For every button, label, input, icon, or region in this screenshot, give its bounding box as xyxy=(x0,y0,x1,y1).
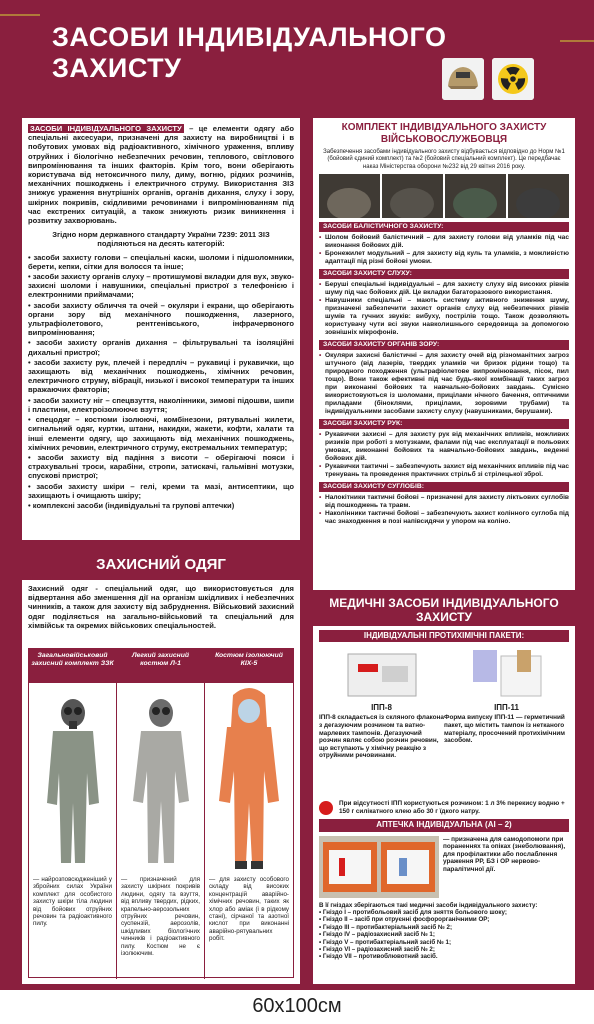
kit-title: КОМПЛЕКТ ІНДИВІДУАЛЬНОГО ЗАХИСТУ ВІЙСЬКОВОСЛУЖБОВЦЯ xyxy=(341,122,547,145)
decor-stripe xyxy=(560,40,594,42)
suits-table xyxy=(28,648,294,978)
intro-highlight: ЗАСОБИ ІНДИВІДУАЛЬНОГО ЗАХИСТУ xyxy=(30,124,182,133)
kit-section xyxy=(319,222,569,266)
list-item: • Гніздо VII – противоблювотний засіб. xyxy=(319,953,438,961)
ipp-alternative-text: При відсутності ІПП користуються розчином: 1 л 3% перекису водню + 150 г силікатного клею або 30 г їдкого натру. xyxy=(339,800,565,815)
helmet-photo xyxy=(508,174,569,218)
suit-caption: — для захисту особового складу від високих концентрацій аварійно-хімічних речовин, таких як хлор або аміак (і в рідкому стані), сірчаної та азотної кислот при виконанні аварійно-рятувальних робіт. xyxy=(209,876,289,943)
clothing-title: ЗАХИСНИЙ ОДЯГ xyxy=(22,552,300,578)
kit-subtitle: Забезпечення засобами індивідуального захисту відбувається відповідно до Норм №1 (бойовий єдиний комплект) та №2 (бойовий спеціальний комплект). Це передбачає наказ Міністерства оборони №232 від 29 квітня 2016 року. xyxy=(323,149,565,170)
suit-l1-image xyxy=(117,683,204,873)
kit-item: • Рукавички тактичні – забезпечують захист від механічних впливів під час тренувань та проведення практичних стрільб зі стрілецької зброї. xyxy=(319,463,569,479)
intro-paragraph xyxy=(28,124,294,225)
ipp-row xyxy=(319,646,569,796)
ipp11-text: Форма випуску ІПП-11 — герметичний пакет, що містить тампон із нетканого матеріалу, просочений протихімічним засобом. xyxy=(444,714,565,745)
kit-panel xyxy=(313,118,575,590)
list-item: • Гніздо V – протибактеріальний засіб № 1; xyxy=(319,938,452,946)
helmet-photo xyxy=(445,174,506,218)
kit-section-title: ЗАСОБИ ЗАХИСТУ ОРГАНІВ ЗОРУ: xyxy=(319,340,569,350)
kit-section xyxy=(319,269,569,337)
kit-section-title: ЗАСОБИ ЗАХИСТУ СЛУХУ: xyxy=(319,269,569,279)
suit-column xyxy=(205,649,293,979)
list-item: • Гніздо III – протибактеріальний засіб № 2; xyxy=(319,923,453,931)
suit-column xyxy=(29,649,117,979)
list-item: • засоби захисту органів дихання – фільтрувальні та ізоляційні дихальні пристрої; xyxy=(28,338,294,357)
list-item: • засоби захисту голови – спеціальні каски, шоломи і підшоломники, берети, кепки, сітки для волосся та інше; xyxy=(28,252,294,271)
nest-list xyxy=(319,902,569,961)
intro-text: – це елементи одягу або спеціальні аксесуари, призначені для захисту на виробництві і в побутових умовах від радіоактивного, хімічного ураження, впливу отруйних і біологічно небезпечних речовин, теплового, світлового випромінювання та інших факторів. Крім того, вони оберігають користувача від нетоксичного пилу, диму, вогню, рідких розчинів, механічних пошкоджень і електричного струму. Використання ЗІЗ знижує ураження внутрішніх органів, органів дихання, слуху і зору, шкірних покривів, скідливими речовинами і випромінюванням під час екстрених ситуацій, а також знижують ризик виникнення і розвитку захворювань. xyxy=(28,124,294,226)
list-item: • засоби захисту органів слуху – протишумові вкладки для вух, звуко-захисні шоломи і навушники, спеціальні пристрої з телефонією і електронними приймачами; xyxy=(28,272,294,300)
list-item: • комплексні засоби (індивідуальні та групові аптечки) xyxy=(28,500,235,510)
helmet-icon xyxy=(442,58,484,100)
ipp11-image xyxy=(467,646,547,702)
kit-section xyxy=(319,419,569,479)
clothing-description: Захисний одяг - спеціальний одяг, що використовується для відвертання або зменшення дії на організм шкідливих і небезпечних чинників, а також для захисту від забруднення. Військовий захисний одяг поділяється на загально-військовий та спеціальний для хімвійськ та окремих військових спеціальностей. xyxy=(28,584,294,630)
medical-panel xyxy=(313,626,575,984)
list-item: • засоби захисту від падіння з висоти – оберігаючі пояси і страхувальні троси, карабіни, стропи, затискачі, гальмівні мотузки, спускові пристрої; xyxy=(28,452,294,481)
kit-photos xyxy=(319,174,569,218)
kit-item: • Рукавички захисні – для захисту рук від механічних впливів, можливих ризиків при роботі з мотузками, фалами під час експлуатації в польових умовах, виконанні бойових та навчально-бойових завдань, веденні бойових дій. xyxy=(319,431,569,463)
ipp11-block xyxy=(444,646,569,796)
red-dot-icon xyxy=(319,801,333,815)
kit-item: • Налокітники тактичні бойові – призначені для захисту ліктьових суглобів від пошкоджень та травм. xyxy=(319,494,569,510)
decor-stripe xyxy=(0,14,40,16)
ipp11-name: ІПП-11 xyxy=(494,703,519,713)
kit-section-title: ЗАСОБИ ЗАХИСТУ СУГЛОБІВ: xyxy=(319,482,569,492)
ipp-alternative xyxy=(319,800,569,815)
helmet-photo xyxy=(319,174,380,218)
clothing-panel xyxy=(22,580,300,984)
standard-note: Згідно норм державного стандарту України 7239: 2011 ЗІЗ поділяються на десять категорій: xyxy=(52,230,270,249)
medical-title: МЕДИЧНІ ЗАСОБИ ІНДИВІДУАЛЬНОГО ЗАХИСТУ xyxy=(329,596,559,624)
list-item: • засоби захисту ніг – спецвзуття, наколінники, зимові підошви, шипи і пластини, електроізолюючє взуття; xyxy=(28,395,294,414)
ai2-row xyxy=(319,836,569,898)
suit-title: Загальновійськовий захисний комплект ЗЗК xyxy=(29,649,116,683)
suit-title: Легкий захисний костюм Л-1 xyxy=(117,649,204,683)
helmet-photo xyxy=(382,174,443,218)
list-item: • засоби захисту рук, плечей і передпліч – рукавиці і рукавички, що захищають від механічних пошкоджень, хімічних речовин, електричного струму, вібрації, низької і високої температури та інших вражаючих факторів; xyxy=(28,357,294,395)
category-list xyxy=(28,253,294,510)
suit-caption: — найрозповсюдженіший у збройних силах України комплект для особистого захисту шкіри тіла людини від бойових отруйних речовин та радіоактивного пилу. xyxy=(33,876,112,928)
kit-section-title: ЗАСОБИ БАЛІСТИЧНОГО ЗАХИСТУ: xyxy=(319,222,569,232)
list-item: • спецодяг – костюми ізолюючі, комбінезони, рятувальні жилети, сигнальний одяг, куртки, штани, накидки, жакети, кофти, халати та інші елементи одягу, що захищають від механічних пошкоджень, хімічних речовин, електричного струму, екстремальних температур; xyxy=(28,415,294,452)
list-item: • Гніздо VI – радіозахисний засіб № 2; xyxy=(319,946,435,954)
kit-item: • Бронежилет модульний – для захисту від куль та уламків, з можливістю адаптації під різні бойові умови. xyxy=(319,250,569,266)
nest-intro: В її гніздах зберігаються такі медичні засоби індивідуального захисту: xyxy=(319,901,538,909)
list-item: • засоби захисту шкіри – гелі, креми та мазі, антисептики, що захищають і очищають шкіру; xyxy=(28,481,294,500)
suit-title: Костюм ізолюючий КІХ-5 xyxy=(205,649,293,683)
page-title: ЗАСОБИ ІНДИВІДУАЛЬНОГО ЗАХИСТУ xyxy=(52,22,447,83)
list-item: • Гніздо I – протибольовий засіб для зняття больового шоку; xyxy=(319,909,507,916)
list-item: • засоби захисту обличчя та очей – окуляри і екрани, що оберігають органи зору від механічного пошкодження, лазерного, ультрафіолетового, рентгенівського, інфрачервоного випромінювання; xyxy=(28,300,294,338)
list-item: • Гніздо II – засіб при отруєнні фосфорорганічними ОР; xyxy=(319,916,490,924)
kit-item: • Беруші спеціальні індивідуальні – для захисту слуху від високих рівнів шуму під час бойових дій. Це вкладки багаторазового використання. xyxy=(319,281,569,297)
ipp8-text: ІПП-8 складається із скляного флакона з дегазуючим розчином та ватно-марлевих тампонів. Дегазуючий розчин являє собою розчин речовин, що вступають у хімічну реакцію з отруйними речовинами. xyxy=(319,714,444,760)
ipp-heading: ІНДИВІДУАЛЬНІ ПРОТИХІМІЧНІ ПАКЕТИ: xyxy=(319,630,569,642)
ipp8-image xyxy=(342,646,422,702)
ai2-heading: АПТЕЧКА ІНДИВІДУАЛЬНА (АІ – 2) xyxy=(319,819,569,831)
size-label: 60x100см xyxy=(252,995,342,1017)
suit-kih5-image xyxy=(205,683,293,873)
kit-item: • Шолом бойовий балістичний – для захисту голови від уламків під час виконання бойових дій. xyxy=(319,234,569,250)
kit-item: • Окуляри захисні балістичні – для захисту очей від різноманітних загроз штучного (від лазерів, твердих уламків чи бризок рідини тощо) та природного походження (ультрафіолетове випромінювання, пісок, пил тощо). Вони також ефективні під час будь-якої комбінації таких загроз при виконанні бойових та навчально-бойових завдань. Сумісно використовуються із шоломами, прицілами нічного бачення, оптичними приладами (біноклями, прицілами, зоровими трубами) та індивідуальними засобами захисту слуху (навушниками, берушами). xyxy=(319,352,569,416)
list-item: • Гніздо IV – радіозахисний засіб № 1; xyxy=(319,931,435,939)
first-aid-kit-image xyxy=(319,836,439,898)
suit-caption: — призначений для захисту шкірних покривів людини, одягу та взуття, від впливу твердих, рідких, крапельно-аерозольних отруйних речовин, суспензій, аерозолів, шкідливих біологічних чинників і радіоактивного пилу. Костюм не є ізолюючим. xyxy=(121,876,200,958)
kit-item: • Наколінники тактичні бойові – забезпечують захист колінного суглоба під час знаходження в позі напівсидячи у упором на коліно. xyxy=(319,510,569,526)
radiation-icon xyxy=(492,58,534,100)
kit-section-title: ЗАСОБИ ЗАХИСТУ РУК: xyxy=(319,419,569,429)
intro-panel xyxy=(22,118,300,540)
kit-section xyxy=(319,482,569,526)
kit-item: • Навушники спеціальні – мають систему активного зниження шуму, призначені забезпечити захист органів слуху від небезпечних рівнів шумів та гучних звуків: вибуху, пострілів тощо. Також дозволяють користувачу чути всі звуки навколишнього середовища за допомогою зовнішніх мікрофонів. xyxy=(319,297,569,337)
suit-column xyxy=(117,649,205,979)
kit-section xyxy=(319,340,569,416)
ipp8-name: ІПП-8 xyxy=(371,703,392,713)
ipp8-block xyxy=(319,646,444,796)
ai2-text: — призначена для самодопомоги при пораненнях та опіках (знеболювання), для профілактики або послаблення ураження РР, БЗ і ОР нервово-паралітичної дії. xyxy=(443,835,566,873)
suit-zzk-image xyxy=(29,683,116,873)
